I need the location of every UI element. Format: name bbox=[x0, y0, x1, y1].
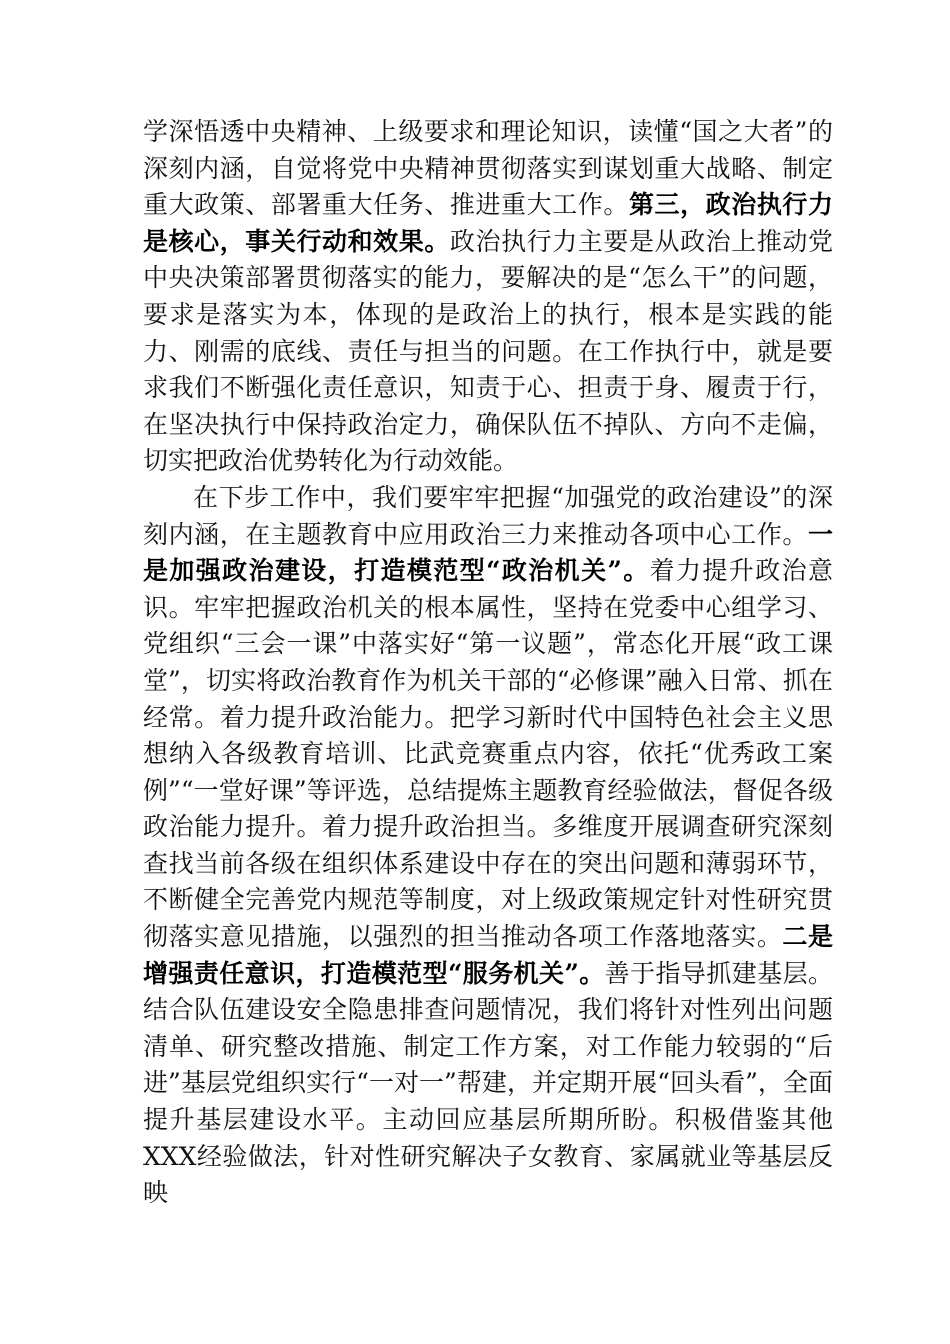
paragraph-1 bbox=[143, 114, 833, 480]
paragraph-text: 在下步工作中，我们要牢牢把握“加强党的政治建设”的深刻内涵，在主题教育中应用政治三力来推动各项中心工作。 bbox=[143, 482, 833, 549]
paragraph-text: 着力提升政治意识。牢牢把握政治机关的根本属性，坚持在党委中心组学习、党组织“三会一课”中落实好“第一议题”，常态化开展“政工课堂”，切实将政治教育作为机关干部的“必修课”融入日常、抓在经常。着力提升政治能力。把学习新时代中国特色社会主义思想纳入各级教育培训、比武竞赛重点内容，依托“优秀政工案例”“一堂好课”等评选，总结提炼主题教育经验做法，督促各级政治能力提升。着力提升政治担当。多维度开展调查研究深刻查找当前各级在组织体系建设中存在的突出问题和薄弱环节，不断健全完善党内规范等制度，对上级政策规定针对性研究贯彻落实意见措施，以强烈的担当推动各项工作落地落实。 bbox=[143, 556, 833, 952]
bold-heading-third: 第三，政治执行力是核心，事关行动和效果。 bbox=[143, 190, 833, 256]
body-text bbox=[143, 114, 833, 1212]
bold-heading-two: 二是增强责任意识，打造模范型“服务机关”。 bbox=[143, 922, 833, 988]
paragraph-text: 善于指导抓建基层。结合队伍建设安全隐患排查问题情况，我们将针对性列出问题清单、研究整改措施、制定工作方案，对工作能力较弱的“后进”基层党组织实行“一对一”帮建，并定期开展“回头看”，全面提升基层建设水平。主动回应基层所期所盼。积极借鉴其他XXX经验做法，针对性研究解决子女教育、家属就业等基层反映 bbox=[143, 958, 833, 1208]
paragraph-text: 学深悟透中央精神、上级要求和理论知识，读懂“国之大者”的深刻内涵，自觉将党中央精神贯彻落实到谋划重大战略、制定重大政策、部署重大任务、推进重大工作。 bbox=[143, 117, 833, 220]
paragraph-2 bbox=[143, 480, 833, 1212]
bold-heading-one: 一是加强政治建设，打造模范型“政治机关”。 bbox=[143, 519, 833, 586]
paragraph-text: 政治执行力主要是从政治上推动党中央决策部署贯彻落实的能力，要解决的是“怎么干”的问题，要求是落实为本，体现的是政治上的执行，根本是实践的能力、刚需的底线、责任与担当的问题。在工作执行中，就是要求我们不断强化责任意识，知责于心、担责于身、履责于行，在坚决执行中保持政治定力，确保队伍不掉队、方向不走偏，切实把政治优势转化为行动效能。 bbox=[143, 226, 833, 476]
